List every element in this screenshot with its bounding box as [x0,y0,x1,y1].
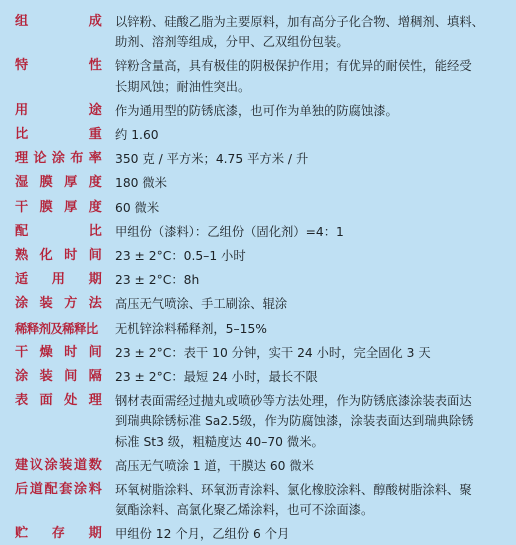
spec-label: 干膜厚度 [15,199,102,215]
spec-value-line: 23 ± 2°C：表干 10 分钟，实干 24 小时，完全固化 3 天 [115,345,431,360]
spec-label: 表面处理 [15,393,102,409]
spec-value-line: 以锌粉、硅酸乙脂为主要原料，加有高分子化合物、增稠剂、填料、 [115,15,484,29]
spec-table [15,12,508,545]
spec-value [115,222,508,242]
spec-label: 理论涂布率 [15,151,102,167]
spec-value-line: 23 ± 2°C：最短 24 小时，最长不限 [115,370,318,385]
spec-value [115,480,508,520]
spec-label: 涂装方法 [15,296,102,312]
spec-value-line: 350 克 / 平方米；4.75 平方米 / 升 [115,152,309,167]
spec-label: 配 比 [15,223,102,239]
spec-value [115,391,508,452]
spec-label: 适 用 期 [15,272,102,288]
spec-value-line: 锌粉含量高，具有极佳的阴极保护作用；有优异的耐侯性，能经受 [115,59,472,74]
spec-value [115,173,508,193]
spec-label: 用 途 [15,102,102,118]
spec-value [115,319,508,339]
spec-value-line: 助剂、溶剂等组成，分甲、乙双组份包装。 [115,35,349,50]
spec-row [15,173,508,193]
spec-value-line: 约 1.60 [115,128,159,143]
spec-row [15,294,508,314]
spec-row [15,391,508,452]
spec-label: 湿膜厚度 [15,175,102,191]
spec-value-line: 甲组份 12 个月，乙组份 6 个月 [115,527,290,542]
spec-row [15,367,508,387]
spec-label: 熟化时间 [15,248,102,264]
spec-value-line: 长期风蚀；耐油性突出。 [115,79,251,94]
spec-value-line: 23 ± 2°C：0.5–1 小时 [115,249,246,264]
spec-row [15,149,508,169]
spec-row [15,222,508,242]
spec-row [15,198,508,218]
spec-value [115,149,508,169]
spec-row [15,456,508,476]
spec-value [115,198,508,218]
spec-label: 特 性 [15,58,102,74]
spec-value-line: 180 微米 [115,176,167,191]
spec-value [115,294,508,314]
spec-value-line: 标准 St3 级，粗糙度达 40–70 微米。 [115,434,324,449]
spec-label: 建议涂装道数 [15,457,102,473]
spec-value [115,524,508,544]
spec-row [15,246,508,266]
spec-value-line: 钢材表面需经过抛丸或喷砂等方法处理，作为防锈底漆涂装表面达 [115,394,472,409]
spec-row [15,125,508,145]
spec-value-line: 23 ± 2°C：8h [115,273,200,288]
spec-value [115,343,508,363]
spec-row [15,101,508,121]
spec-value [115,270,508,290]
spec-label: 贮 存 期 [15,526,102,542]
spec-value-line: 环氧树脂涂料、环氧沥青涂料、氯化橡胶涂料、醇酸树脂涂料、聚 [115,483,472,498]
spec-label: 比 重 [15,127,102,143]
spec-value [115,456,508,476]
spec-value-line: 无机锌涂料稀释剂，5–15% [115,321,267,336]
spec-value-line: 作为通用型的防锈底漆，也可作为单独的防腐蚀漆。 [115,103,398,118]
spec-value-line: 高压无气喷涂、手工刷涂、辊涂 [115,297,288,312]
spec-value-line: 甲组份（漆料）：乙组份（固化剂）=4：1 [115,224,344,239]
spec-value-line: 到瑞典除锈标准 Sa2.5级，作为防腐蚀漆，涂装表面达到瑞典除锈 [115,414,474,429]
spec-value [115,125,508,145]
spec-row [15,12,508,52]
spec-value [115,246,508,266]
spec-label: 后道配套涂料 [15,482,102,498]
spec-label: 涂装间隔 [15,369,102,385]
spec-row [15,343,508,363]
spec-label: 稀释剂及稀释比 [15,320,98,336]
spec-value [115,367,508,387]
spec-row [15,524,508,544]
spec-value [115,12,508,52]
spec-value-line: 60 微米 [115,200,160,215]
spec-row [15,319,508,339]
spec-row [15,480,508,520]
spec-value-line: 高压无气喷涂 1 道，干膜达 60 微米 [115,458,314,473]
spec-value [115,101,508,121]
spec-label: 干燥时间 [15,344,102,360]
spec-value [115,56,508,96]
spec-label: 组 成 [15,14,102,29]
spec-value-line: 氨酯涂料、高氯化聚乙烯涂料，也可不涂面漆。 [115,503,374,518]
spec-row [15,270,508,290]
spec-row [15,56,508,96]
